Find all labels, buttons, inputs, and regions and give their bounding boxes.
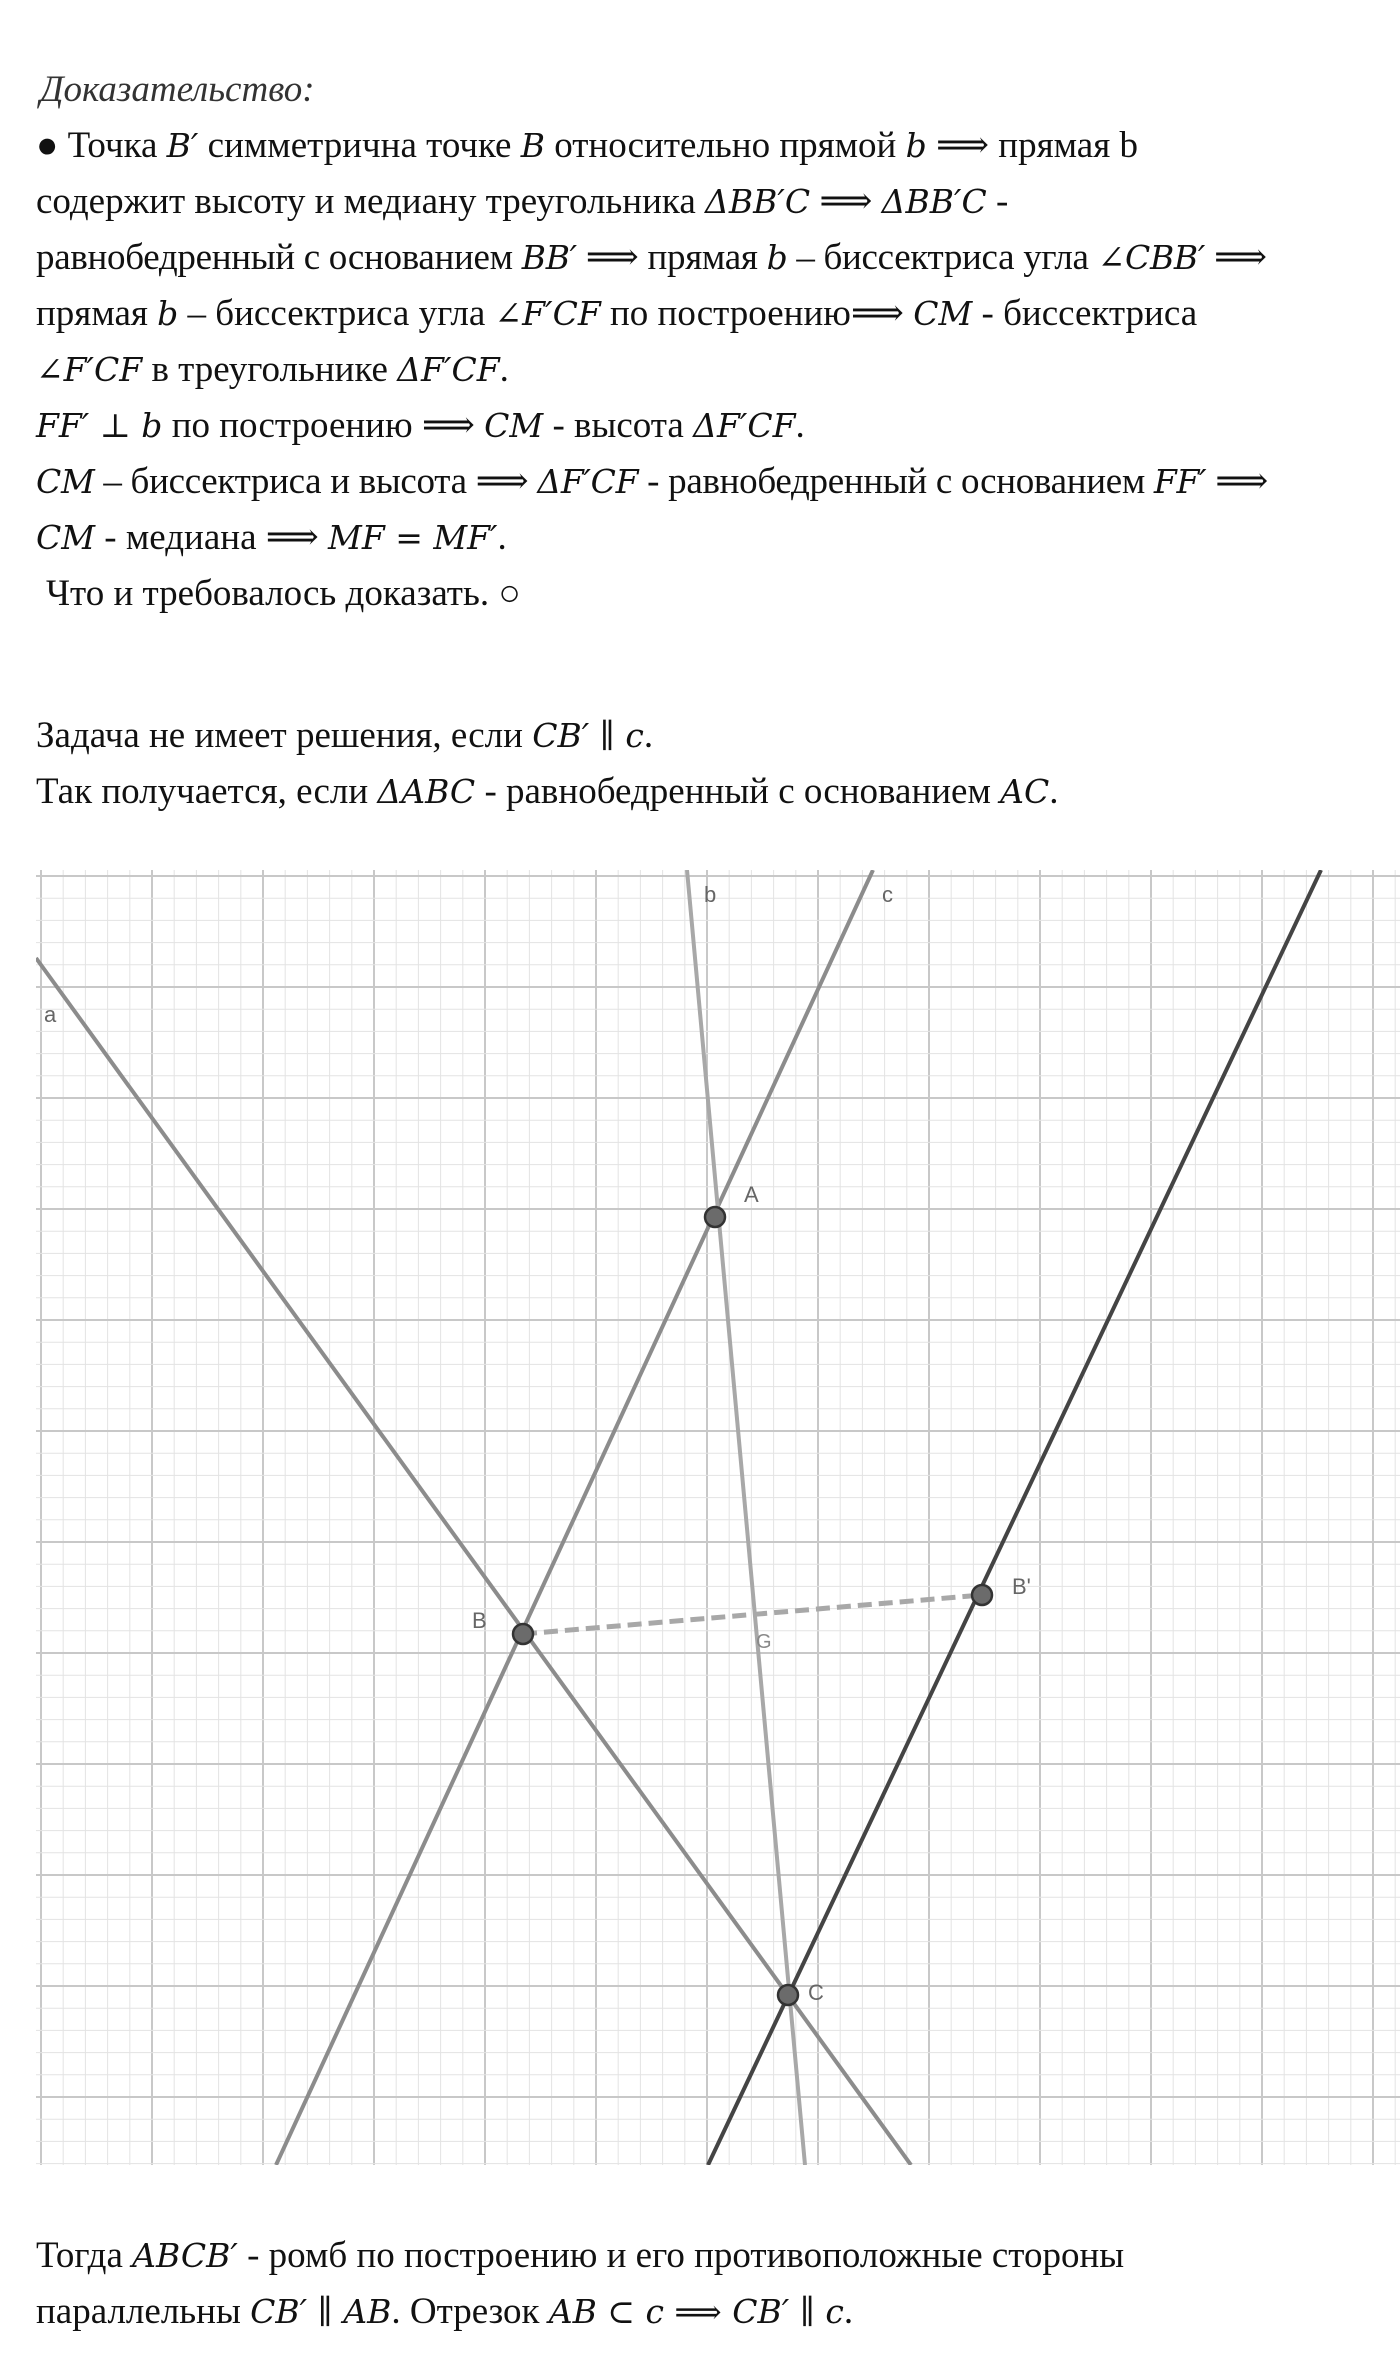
proof-line-2	[36, 174, 1008, 230]
proof-line-8	[36, 510, 507, 566]
text: – биссектриса и высота ⟹	[94, 461, 538, 502]
conclusion-line-1	[36, 2228, 1124, 2284]
text: в треугольнике	[142, 349, 398, 390]
math: BB′	[521, 238, 577, 277]
text: . Отрезок	[391, 2291, 549, 2332]
text: параллельны	[36, 2291, 251, 2332]
math: FF′	[1153, 462, 1207, 501]
point-B	[513, 1624, 533, 1644]
math: ΔBB′C	[881, 182, 987, 221]
point-C	[778, 1985, 798, 2005]
text: ⟹ прямая	[576, 237, 767, 278]
text: .	[499, 349, 509, 390]
math: ABCB′	[132, 2236, 238, 2275]
proof-line-9: Что и требовалось доказать. ○	[46, 573, 521, 614]
text: .	[795, 405, 805, 446]
text: - биссектриса	[972, 293, 1198, 334]
math: ΔF′CF	[397, 350, 500, 389]
line-b	[687, 870, 805, 2165]
text: равнобедренный с основанием	[36, 237, 522, 278]
text: – биссектриса угла	[178, 293, 495, 334]
math: CM	[36, 518, 96, 557]
label-line-a: a	[44, 1002, 57, 1027]
math: CB′ ∥ AB	[250, 2292, 392, 2331]
point-A	[705, 1207, 725, 1227]
label-point-B: B	[472, 1608, 487, 1633]
line-a	[36, 958, 911, 2165]
no-solution-line-2	[36, 764, 1059, 820]
text: .	[843, 2291, 854, 2332]
text: - ромб по построению и его противоположные стороны	[237, 2235, 1125, 2276]
conclusion-line-2	[36, 2284, 853, 2340]
text: - высота	[543, 405, 694, 446]
math: ∠CBB′	[1097, 238, 1206, 277]
proof-line-6	[36, 398, 805, 454]
label-point-B-prime: B'	[1012, 1574, 1031, 1599]
text: относительно прямой	[544, 125, 906, 166]
point-B-prime	[972, 1585, 992, 1605]
label-line-c: c	[882, 882, 893, 907]
text: -	[986, 181, 1009, 222]
text: Задача не имеет решения, если	[36, 715, 533, 756]
math: ΔABC	[377, 772, 476, 811]
proof-heading: Доказательство:	[40, 69, 315, 110]
proof-line-7	[36, 454, 1268, 510]
text: симметрична точке	[198, 125, 521, 166]
label-point-C: C	[808, 1980, 824, 2005]
text: .	[1049, 771, 1059, 812]
text: ⟹	[1205, 237, 1267, 278]
math: ∠F′CF	[494, 294, 601, 333]
text: ⟹	[810, 181, 882, 222]
math: CM	[36, 462, 95, 501]
math: ΔF′CF	[537, 462, 639, 501]
text: ● Точка	[36, 125, 167, 166]
math: FF′ ⊥ b	[36, 406, 163, 445]
text: – биссектриса угла	[787, 237, 1098, 278]
text: по построению ⟹	[162, 405, 485, 446]
label-point-A: A	[744, 1182, 759, 1207]
text: - медиана ⟹	[95, 517, 329, 558]
text: .	[497, 517, 507, 558]
proof-line-3	[36, 230, 1267, 286]
line-cb-prime	[708, 870, 1321, 2165]
proof-line-5	[36, 342, 509, 398]
text: Тогда	[36, 2235, 133, 2276]
text: прямая	[36, 293, 158, 334]
text: .	[643, 715, 654, 756]
grid	[36, 870, 1400, 2165]
text: - равнобедренный с основанием	[638, 461, 1154, 502]
text: содержит высоту и медиану треугольника	[36, 181, 705, 222]
line-c	[276, 870, 873, 2165]
text: Так получается, если	[36, 771, 378, 812]
text: ⟹	[1206, 461, 1268, 502]
geometry-figure	[36, 870, 1400, 2165]
math: B	[520, 126, 545, 165]
math: ΔBB′C	[705, 182, 811, 221]
no-solution-line-1	[36, 708, 653, 764]
math: b	[905, 126, 927, 165]
proof-line-4	[36, 286, 1197, 342]
text: ⟹ прямая b	[926, 125, 1138, 166]
math: ∠F′CF	[36, 350, 143, 389]
label-line-b: b	[704, 882, 717, 907]
text: - равнобедренный с основанием	[475, 771, 1001, 812]
text: по построению⟹	[600, 293, 914, 334]
label-point-G: G	[756, 1631, 772, 1653]
math: CM	[484, 406, 544, 445]
math: b	[157, 294, 179, 333]
math: ΔF′CF	[693, 406, 796, 445]
math: CB′ ∥ c	[532, 716, 644, 755]
math: MF = MF′	[328, 518, 498, 557]
proof-line-1	[36, 118, 1138, 174]
math: b	[766, 238, 788, 277]
math: AB ⊂ c ⟹ CB′ ∥ c	[548, 2292, 844, 2331]
math: CM	[913, 294, 973, 333]
math: AC	[1000, 772, 1050, 811]
math: B′	[166, 126, 199, 165]
